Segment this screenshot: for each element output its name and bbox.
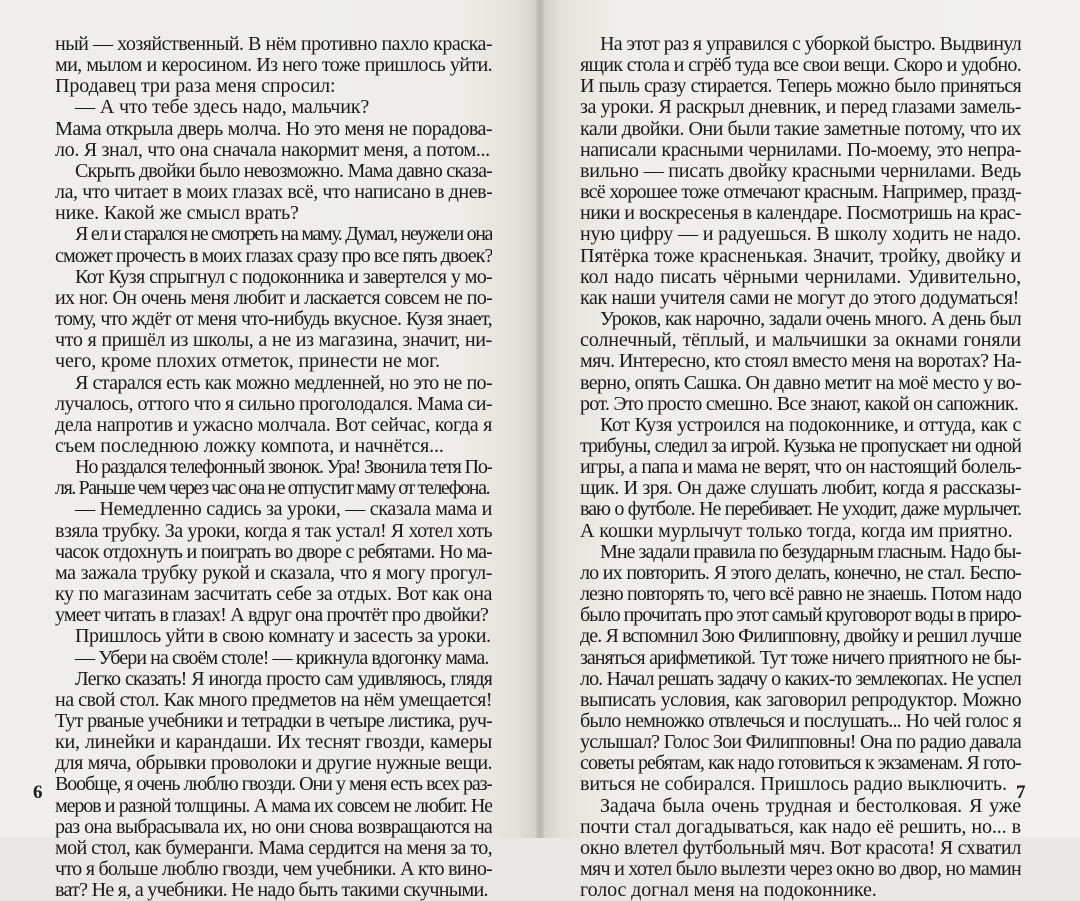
text-line: написали красными чернилами. По-моему, это непра- [580, 139, 1021, 161]
text-line: советы ребятам, как надо готовиться к экзаменам. Я гото- [580, 753, 1021, 775]
text-line: ла, что читает в моих глазах всё, что написано в днев- [55, 182, 492, 204]
text-line: Мне задали правила по безударным гласным. Надо бы- [600, 541, 1021, 563]
text-line: съем последнюю ложку компота, и начнётся... [55, 435, 444, 457]
left-page-number: 6 [33, 782, 43, 803]
text-line: мяч. Интересно, кто стоял вместо меня на воротах? На- [580, 351, 1021, 373]
text-line: И пыль сразу стирается. Теперь можно было приняться [580, 76, 1021, 98]
text-line: Легко сказать! Я иногда просто сам удивляюсь, глядя [75, 668, 492, 690]
text-line: умеет читать в глазах! А вдруг она прочтёт про двойки? [55, 605, 488, 627]
text-line: что я больше люблю гвозди, чем учебники. А кто вино- [55, 859, 492, 881]
text-line: Кот Кузя спрыгнул с подоконника и завертелся у мо- [75, 266, 492, 288]
text-line: раз она выбрасывала их, но они снова возвращаются на [55, 816, 492, 838]
right-page-number: 7 [1016, 782, 1026, 803]
text-line: Вообще, я очень люблю гвозди. Они у меня есть всех раз- [55, 774, 492, 796]
text-line: Скрыть двойки было невозможно. Мама давно сказа- [75, 160, 492, 182]
text-line: всё хорошее тоже отмечают красным. Например, празд- [580, 182, 1021, 204]
text-line: на свой стол. Как много предметов на нём умещается! [55, 689, 492, 711]
text-line: меров и разной толщины. А мама их совсем не любит. Не [55, 795, 492, 817]
text-line: Мама открыла дверь молча. Но это меня не порадова- [55, 118, 492, 140]
text-line: за уроки. Я раскрыл дневник, и перед глазами замель- [580, 97, 1021, 119]
text-line: де. Я вспомнил Зою Филипповну, двойку и решил лучше [580, 626, 1021, 648]
text-line: ло их повторить. Я этого делать, конечно, не стал. Беспо- [580, 562, 1021, 584]
text-line: как наши учителя сами не могут до этого додуматься! [580, 287, 1019, 309]
right-page-text [580, 34, 1021, 901]
text-line: щик. И зря. Он даже слушать любит, когда я рассказы- [580, 478, 1021, 500]
right-page [540, 0, 1080, 901]
text-line: ват? Не я, а учебники. Не надо быть такими скучными. [55, 880, 488, 901]
text-line: трибуны, следил за игрой. Кузька не пропускает ни одной [580, 435, 1021, 457]
text-line: ную цифру — и радуешься. В школу ходить не надо. [580, 224, 1021, 246]
text-line: для мяча, обрывки проволоки и другие нужные вещи. [55, 753, 492, 775]
text-line: На этот раз я управился с уборкой быстро. Выдвинул [600, 34, 1021, 55]
text-line: Но раздался телефонный звонок. Ура! Звонила тетя По- [75, 457, 492, 479]
text-line: — Немедленно садись за уроки, — сказала мама и [75, 499, 492, 521]
text-line: верно, опять Сашка. Он давно метит на моё место у во- [580, 372, 1021, 394]
text-line: ники и воскресенья в календаре. Посмотришь на крас- [580, 203, 1021, 225]
text-line: услышал? Голос Зои Филипповны! Она по радио давала [580, 732, 1021, 754]
text-line: тому, что ждёт от меня что-нибудь вкусное. Кузя знает, [55, 309, 492, 331]
text-line: солнечный, тёплый, и мальчишки за окнами гоняли [580, 330, 1021, 352]
text-line: мяч и хотел было вылезти через окно во двор, но мамин [580, 859, 1021, 881]
text-line: виться не собирался. Пришлось радио выключить. [580, 774, 1007, 796]
text-line: заняться арифметикой. Тут тоже ничего приятного не бы- [580, 647, 1021, 669]
text-line: лезно повторять то, чего всё равно не знаешь. Потом надо [580, 584, 1021, 606]
text-line: Тут рваные учебники и тетрадки в четыре листика, руч- [55, 711, 492, 732]
text-line: голос догнал меня на подоконнике. [580, 880, 877, 901]
text-line: окно влетел футбольный мяч. Вот красота! Я схватил [580, 837, 1021, 859]
text-line: дела напротив и ужасно молчала. Вот сейчас, когда я [55, 414, 492, 436]
text-line: сможет прочесть в моих глазах сразу про все пять двоек? [55, 245, 492, 267]
text-line: ку по магазинам засчитать себе за отдых. Вот как она [55, 584, 492, 606]
book-gutter [536, 0, 544, 838]
text-line: Задача была очень трудная и бестолковая. Я уже [600, 795, 1021, 817]
text-line: Продавец три раза меня спросил: [55, 76, 336, 98]
text-line: Пришлось уйти в свою комнату и засесть за уроки. [75, 626, 491, 648]
text-line: ваю о футболе. Не перебивает. Не уходит, даже мурлычет. [580, 499, 1021, 521]
text-line: ло. Начал решать задачу о каких-то землекопах. Не успел [580, 668, 1021, 690]
text-line: что я пришёл из школы, а не из магазина, значит, ни- [55, 330, 492, 352]
text-line: ля. Раньше чем через час она не отпустит маму от телефона. [55, 478, 490, 500]
text-line: почти стал догадываться, как надо её решить, но... в [580, 816, 1021, 838]
text-line: Кот Кузя устроился на подоконнике, и оттуда, как с [600, 414, 1021, 436]
text-line: рот. Это просто смешно. Все знают, какой он сапожник. [580, 393, 1019, 415]
text-line: ма зажала трубку рукой и сказала, что я могу прогул- [55, 562, 492, 584]
text-line: мой стол, как бумеранги. Мама сердится на меня за то, [55, 837, 492, 859]
text-line: кол надо писать чёрными чернилами. Удивительно, [580, 266, 1021, 288]
text-line: Я старался есть как можно медленней, но это не по- [75, 372, 492, 394]
text-line: ящик стола и сгрёб туда все свои вещи. Скоро и удобно. [580, 55, 1021, 77]
text-line: ки, линейки и карандаши. Их теснят гвозди, камеры [55, 732, 492, 754]
text-line: А кошки мурлычут только тогда, когда им приятно. [580, 520, 1013, 542]
text-line: Я ел и старался не смотреть на маму. Думал, неужели она [75, 224, 492, 246]
text-line: Пятёрка тоже красненькая. Значит, тройку, двойку и [580, 245, 1021, 267]
text-line: — Убери на своём столе! — крикнула вдогонку мама. [75, 647, 489, 669]
text-line: ло. Я знал, что она сначала накормит меня, а потом... [55, 139, 490, 161]
text-line: вильно — писать двойку красными чернилами. Ведь [580, 160, 1021, 182]
text-line: выписать условия, как заговорил репродуктор. Можно [580, 689, 1021, 711]
text-line: кали двойки. Они были такие заметные потому, что их [580, 118, 1021, 140]
text-line: было прочитать про этот самый круговорот воды в приро- [580, 605, 1021, 627]
text-line: — А что тебе здесь надо, мальчик? [75, 97, 370, 119]
text-line: их ног. Он очень меня любит и ласкается совсем не по- [55, 287, 492, 309]
left-page-text [55, 34, 492, 901]
text-line: игры, а папа и мама не верят, что он настоящий болель- [580, 457, 1021, 479]
text-line: было немножко отвлечься и послушать... Но чей голос я [580, 711, 1021, 732]
text-line: взяла трубку. За уроки, когда я так устал! Я хотел хоть [55, 520, 492, 542]
text-line: нике. Какой же смысл врать? [55, 203, 299, 225]
text-line: ный — хозяйственный. В нём противно пахло краска- [55, 34, 492, 55]
text-line: ми, мылом и керосином. Из него тоже пришлось уйти. [55, 55, 492, 77]
text-line: Уроков, как нарочно, задали очень много. А день был [600, 309, 1021, 331]
text-line: часок отдохнуть и поиграть во дворе с ребятами. Но ма- [55, 541, 492, 563]
text-line: чего, кроме плохих отметок, принести не мог. [55, 351, 440, 373]
text-line: лучалось, оттого что я сильно проголодался. Мама си- [55, 393, 492, 415]
